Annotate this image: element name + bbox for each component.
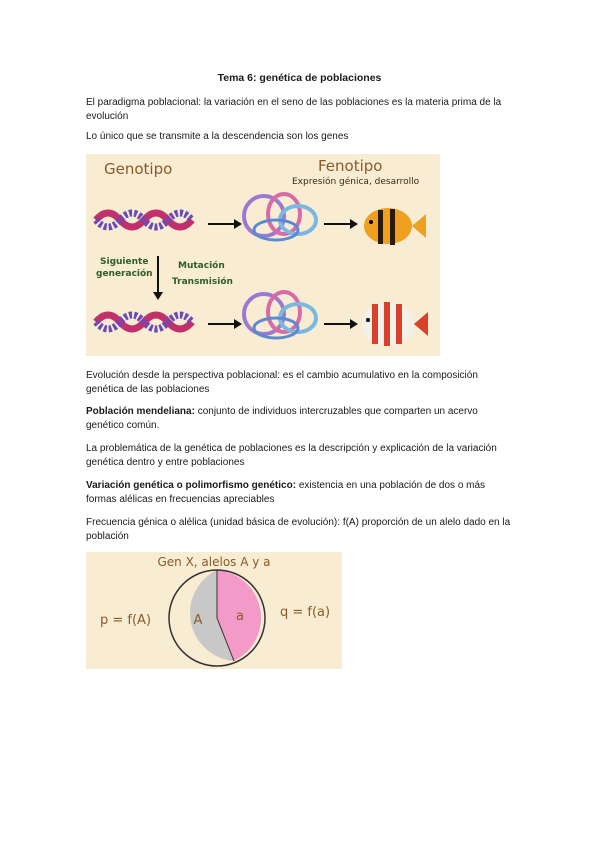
paragraph-genes-transmitted: Lo único que se transmite a la descendencia son los genes	[86, 131, 349, 142]
mendelian-population-definition: conjunto de individuos intercruzables que comparten un acervo genético común.	[86, 406, 478, 431]
page-title: Tema 6: genética de poblaciones	[217, 72, 382, 84]
formula-q: q = f(a)	[280, 605, 331, 620]
genetic-variation-definition: existencia en una población de dos o más formas alélicas en frecuencias apreciables	[86, 480, 486, 505]
phenotype-subtitle: Expresión génica, desarrollo	[292, 177, 420, 187]
arrow-right-bottom-2-icon	[324, 319, 358, 329]
next-generation-label-line2: generación	[96, 269, 153, 279]
protein-structure-top-icon	[244, 194, 316, 240]
dna-helix-bottom-icon	[96, 315, 192, 329]
arrow-right-top-2-icon	[324, 219, 358, 229]
genotype-phenotype-diagram	[86, 154, 440, 356]
paragraph-population-genetics-problem: La problemática de la genética de poblaciones es la descripción y explicación de la variación genética dentro y entre poblaciones	[86, 443, 497, 468]
pie-label-A: A	[193, 613, 203, 628]
genotype-phenotype-figure	[86, 154, 440, 356]
mendelian-population-term: Población mendeliana:	[86, 406, 195, 417]
mutation-label: Mutación	[178, 261, 225, 271]
phenotype-label: Fenotipo	[318, 157, 383, 175]
arrow-down-icon	[153, 256, 163, 300]
paragraph-allele-frequency: Frecuencia génica o alélica (unidad básica de evolución): f(A) proporción de un alelo dado en la población	[86, 517, 511, 542]
protein-structure-bottom-icon	[244, 292, 316, 338]
paragraph-mendelian-population	[86, 405, 516, 432]
allele-figure-title: Gen X, alelos A y a	[157, 555, 271, 569]
arrow-right-bottom-1-icon	[208, 319, 242, 329]
transmission-label: Transmisión	[172, 277, 233, 287]
arrow-right-top-1-icon	[208, 219, 242, 229]
allele-frequency-pie-diagram	[86, 552, 342, 669]
pie-label-a: a	[236, 609, 244, 624]
genetic-variation-term: Variación genética o polimorfismo genético:	[86, 480, 297, 491]
next-generation-label-line1: Siguiente	[100, 257, 149, 267]
formula-p: p = f(A)	[100, 613, 152, 628]
fish-phenotype-top-icon	[364, 208, 426, 245]
paragraph-evolution-perspective: Evolución desde la perspectiva poblacional: es el cambio acumulativo en la composición genética de las poblaciones	[86, 370, 478, 395]
paragraph-genetic-variation	[86, 479, 516, 506]
paragraph-paradigm: El paradigma poblacional: la variación en el seno de las poblaciones es la materia prima de la evolución	[86, 97, 502, 122]
genotype-label: Genotipo	[104, 160, 173, 178]
dna-helix-top-icon	[96, 213, 192, 227]
allele-frequency-figure	[86, 552, 342, 669]
fish-phenotype-bottom-icon	[362, 302, 428, 346]
